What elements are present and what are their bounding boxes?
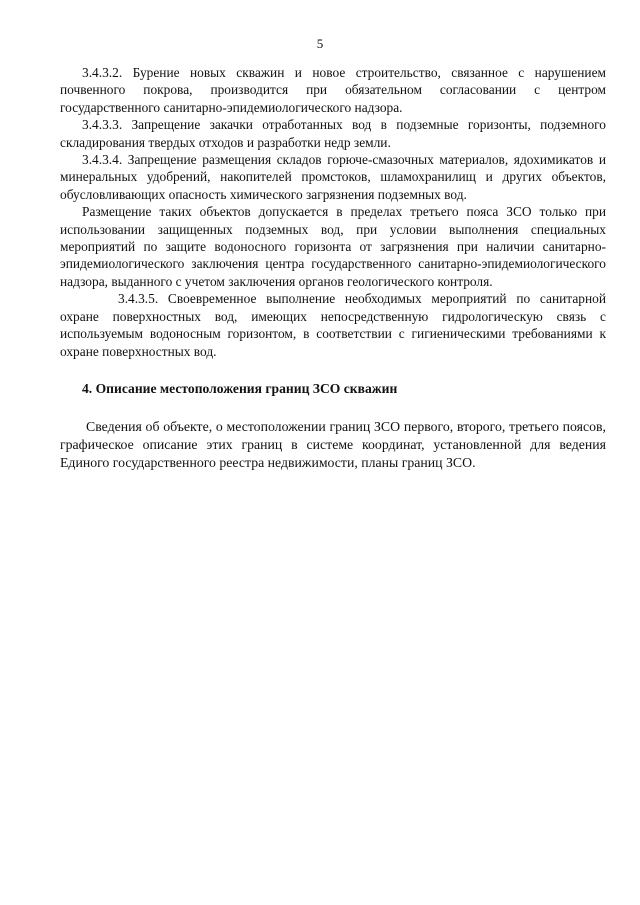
section-4-text: Сведения об объекте, о местоположении границ ЗСО первого, второго, третьего поясов, графическое описание этих границ в системе координат, установленной для ведения Единого государственного реестра недвижимости, планы границ ЗСО. (60, 418, 606, 470)
section-4-heading: 4. Описание местоположения границ ЗСО скважин (82, 380, 398, 396)
paragraph-3-4-3-5: 3.4.3.5. Своевременное выполнение необходимых мероприятий по санитарной охране поверхностных вод, имеющих непосредственную гидрологическую связь с используемым водоносным горизонтом, в соответствии с гигиеническими требованиями к охране поверхностных вод. (60, 291, 606, 359)
paragraph-3-4-3-2: 3.4.3.2. Бурение новых скважин и новое строительство, связанное с нарушением почвенного покрова, производится при обязательном согласовании с центром государственного санитарно-эпидемиологического надзора. (60, 65, 606, 115)
page-number: 5 (316, 36, 324, 51)
paragraph-3-4-3-4: 3.4.3.4. Запрещение размещения складов горюче-смазочных материалов, ядохимикатов и минеральных удобрений, накопителей промстоков, шламохранилищ и других объектов, обусловливающих опасность химического загрязнения подземных вод. (60, 152, 606, 202)
paragraph-placement-conditions: Размещение таких объектов допускается в пределах третьего пояса ЗСО только при использовании защищенных подземных вод, при условии выполнения специальных мероприятий по защите водоносного горизонта от загрязнения при наличии санитарно-эпидемиологического заключения центра государственного санитарно-эпидемиологического надзора, выданного с учетом заключения органов геологического контроля. (60, 204, 606, 289)
paragraph-3-4-3-3: 3.4.3.3. Запрещение закачки отработанных вод в подземные горизонты, подземного складирования твердых отходов и разработки недр земли. (60, 117, 606, 150)
document-body (60, 64, 606, 472)
